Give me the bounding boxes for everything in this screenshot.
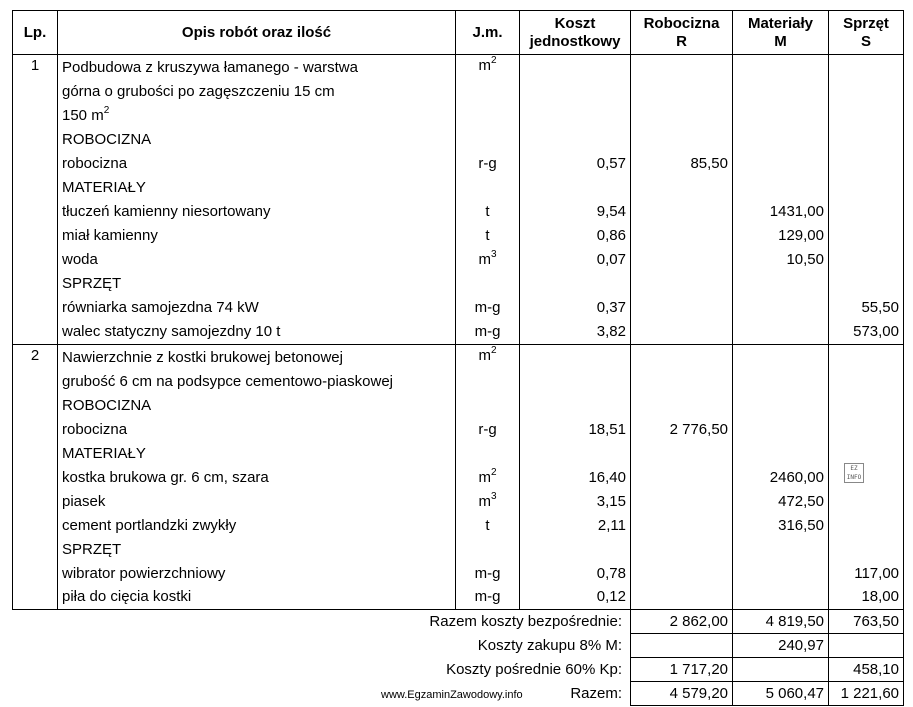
lp-cell [13, 514, 58, 538]
labour-cost [631, 562, 733, 586]
unit-text: r-g [478, 420, 497, 438]
item-unit [456, 200, 520, 224]
position-unit: $m^2$ [456, 344, 520, 394]
labour-cost [631, 320, 733, 344]
table-row [13, 224, 904, 248]
summary-row [13, 658, 904, 682]
summary-labour [631, 634, 733, 658]
lp-cell [13, 394, 58, 418]
lp-cell [13, 418, 58, 442]
equipment-cost [829, 490, 904, 514]
header-sprzet: Sprzęt S [829, 11, 904, 55]
unit-cost: 18,51 [520, 418, 631, 442]
labour-cost [631, 272, 733, 296]
header-koszt: Koszt jednostkowy [520, 11, 631, 55]
lp-cell [13, 562, 58, 586]
summary-label: Razem koszty bezpośrednie: [429, 612, 622, 630]
table-row [13, 466, 904, 490]
summary-material: 240,97 [733, 634, 829, 658]
material-cost: 10,50 [733, 248, 829, 272]
table-row [13, 490, 904, 514]
labour-cost [631, 248, 733, 272]
unit-cost: 0,57 [520, 152, 631, 176]
item-description: MATERIAŁY [58, 176, 456, 200]
labour-cost [631, 442, 733, 466]
material-cost [733, 272, 829, 296]
item-unit [456, 272, 520, 296]
table-row [13, 176, 904, 200]
summary-row [13, 610, 904, 634]
table-row [13, 128, 904, 152]
item-description: robocizna [58, 152, 456, 176]
summary-equipment: 763,50 [829, 610, 904, 634]
item-unit [456, 418, 520, 442]
lp-cell [13, 272, 58, 296]
summary-equipment: 458,10 [829, 658, 904, 682]
watermark: www.EgzaminZawodowy.info [381, 689, 523, 701]
item-unit [456, 442, 520, 466]
equipment-cost [829, 466, 904, 490]
unit-cost [520, 394, 631, 418]
item-description: wibrator powierzchniowy [58, 562, 456, 586]
material-cost [733, 128, 829, 152]
equipment-cost [829, 248, 904, 272]
labour-cost [631, 538, 733, 562]
lp-cell [13, 538, 58, 562]
table-row [13, 272, 904, 296]
unit-text: m [478, 251, 491, 268]
table-row [13, 586, 904, 610]
item-description: piła do cięcia kostki [58, 586, 456, 610]
item-unit [456, 248, 520, 272]
material-cost [733, 442, 829, 466]
unit-text: m [478, 492, 491, 510]
item-description: robocizna [58, 418, 456, 442]
equipment-cost [829, 176, 904, 200]
summary-equipment: 1 221,60 [829, 682, 904, 706]
lp-cell [13, 128, 58, 152]
material-cost: 472,50 [733, 490, 829, 514]
item-description: cement portlandzki zwykły [58, 514, 456, 538]
labour-cost [631, 586, 733, 610]
table-row [13, 394, 904, 418]
equipment-cost [829, 128, 904, 152]
item-unit [456, 514, 520, 538]
header-row [13, 11, 904, 55]
item-unit [456, 490, 520, 514]
labour-cost [631, 176, 733, 200]
labour-cost [631, 490, 733, 514]
unit-cost: 16,40 [520, 466, 631, 490]
material-cost [733, 562, 829, 586]
unit-cost: 0,86 [520, 224, 631, 248]
table-row [13, 418, 904, 442]
lp-cell [13, 466, 58, 490]
equipment-cost [829, 442, 904, 466]
item-unit [456, 176, 520, 200]
lp-cell [13, 224, 58, 248]
unit-text: t [485, 516, 490, 534]
unit-cost: 0,37 [520, 296, 631, 320]
unit-cost: 0,07 [520, 248, 631, 272]
unit-text: m-g [474, 564, 501, 582]
labour-cost [631, 296, 733, 320]
item-description: tłuczeń kamienny niesortowany [58, 200, 456, 224]
unit-text: t [485, 227, 490, 244]
header-lp: Lp. [13, 11, 58, 55]
item-unit [456, 394, 520, 418]
labour-cost [631, 514, 733, 538]
lp-cell [13, 320, 58, 344]
position-2 [13, 344, 904, 610]
unit-cost [520, 538, 631, 562]
summary-row [13, 634, 904, 658]
summary-label: Koszty pośrednie 60% Kp: [446, 660, 622, 678]
labour-cost [631, 224, 733, 248]
equipment-cost [829, 418, 904, 442]
item-description: ROBOCIZNA [58, 128, 456, 152]
summary-labour: 2 862,00 [631, 610, 733, 634]
equipment-cost: 573,00 [829, 320, 904, 344]
item-description: SPRZĘT [58, 272, 456, 296]
labour-cost [631, 200, 733, 224]
lp-cell [13, 176, 58, 200]
table-row [13, 296, 904, 320]
item-description: woda [58, 248, 456, 272]
item-description: kostka brukowa gr. 6 cm, szara [58, 466, 456, 490]
material-cost [733, 394, 829, 418]
unit-cost: 3,82 [520, 320, 631, 344]
item-description: równiarka samojezdna 74 kW [58, 296, 456, 320]
summary-equipment [829, 634, 904, 658]
item-unit [456, 128, 520, 152]
item-description: ROBOCIZNA [58, 394, 456, 418]
item-description: SPRZĘT [58, 538, 456, 562]
equipment-cost: 117,00 [829, 562, 904, 586]
labour-cost [631, 128, 733, 152]
summary-label: Koszty zakupu 8% M: [477, 636, 622, 654]
summary-label: Razem: [570, 684, 622, 702]
item-unit [456, 224, 520, 248]
table-row [13, 514, 904, 538]
summary-material: 4 819,50 [733, 610, 829, 634]
item-unit [456, 538, 520, 562]
unit-text: r-g [478, 155, 497, 172]
unit-text: m-g [474, 299, 501, 316]
material-cost [733, 176, 829, 200]
position-unit: $m^2$ [456, 55, 520, 129]
labour-cost: 2 776,50 [631, 418, 733, 442]
equipment-cost: 55,50 [829, 296, 904, 320]
material-cost [733, 538, 829, 562]
unit-text: t [485, 203, 490, 220]
material-cost: 129,00 [733, 224, 829, 248]
item-description: MATERIAŁY [58, 442, 456, 466]
item-description: piasek [58, 490, 456, 514]
table-row [13, 538, 904, 562]
equipment-cost [829, 224, 904, 248]
summary-material: 5 060,47 [733, 682, 829, 706]
item-unit [456, 152, 520, 176]
item-unit [456, 320, 520, 344]
position-1 [13, 55, 904, 345]
item-unit [456, 296, 520, 320]
table-row [13, 562, 904, 586]
equipment-cost [829, 152, 904, 176]
labour-cost [631, 394, 733, 418]
unit-text: m [478, 468, 491, 486]
labour-cost: 85,50 [631, 152, 733, 176]
cost-estimate-table [12, 10, 904, 706]
unit-cost [520, 442, 631, 466]
unit-exponent: 3 [490, 249, 497, 260]
equipment-cost [829, 394, 904, 418]
material-cost [733, 296, 829, 320]
header-jm: J.m. [456, 11, 520, 55]
position-description: Nawierzchnie z kostki brukowej betonowej grubość 6 cm na podsypce cementowo-piaskowej [58, 344, 456, 394]
material-cost [733, 586, 829, 610]
equipment-cost [829, 514, 904, 538]
table-row [13, 152, 904, 176]
unit-exponent: 2 [490, 466, 497, 478]
unit-cost: 2,11 [520, 514, 631, 538]
item-unit [456, 586, 520, 610]
item-description: miał kamienny [58, 224, 456, 248]
position-title-row [13, 55, 904, 129]
summary-material [733, 658, 829, 682]
unit-cost: 9,54 [520, 200, 631, 224]
material-cost: 1431,00 [733, 200, 829, 224]
unit-text: m-g [474, 322, 501, 340]
material-cost [733, 320, 829, 344]
lp-cell [13, 200, 58, 224]
item-unit [456, 562, 520, 586]
item-unit [456, 466, 520, 490]
info-stamp-icon: EZ INFO [844, 463, 864, 483]
table-row [13, 442, 904, 466]
header-materialy: Materiały M [733, 11, 829, 55]
lp-cell [13, 296, 58, 320]
unit-cost [520, 272, 631, 296]
material-cost [733, 152, 829, 176]
material-cost [733, 418, 829, 442]
equipment-cost [829, 272, 904, 296]
position-title-row [13, 344, 904, 394]
table-row [13, 320, 904, 344]
unit-cost [520, 128, 631, 152]
position-number: 2 [13, 344, 58, 394]
position-description: Podbudowa z kruszywa łamanego - warstwa górna o grubości po zagęszczeniu 15 cm 150 $m^2$ [58, 55, 456, 129]
unit-cost [520, 176, 631, 200]
unit-text: m-g [474, 588, 501, 606]
lp-cell [13, 152, 58, 176]
material-cost: 2460,00 [733, 466, 829, 490]
equipment-cost: 18,00 [829, 586, 904, 610]
table-row [13, 200, 904, 224]
unit-cost: 0,78 [520, 562, 631, 586]
lp-cell [13, 490, 58, 514]
table-row [13, 248, 904, 272]
position-number: 1 [13, 55, 58, 129]
unit-cost: 0,12 [520, 586, 631, 610]
lp-cell [13, 442, 58, 466]
lp-cell [13, 586, 58, 610]
unit-cost: 3,15 [520, 490, 631, 514]
summary-labour: 1 717,20 [631, 658, 733, 682]
header-opis: Opis robót oraz ilość [58, 11, 456, 55]
material-cost: 316,50 [733, 514, 829, 538]
header-robocizna: Robocizna R [631, 11, 733, 55]
summary-labour: 4 579,20 [631, 682, 733, 706]
equipment-cost [829, 200, 904, 224]
equipment-cost [829, 538, 904, 562]
lp-cell [13, 248, 58, 272]
unit-exponent: 3 [490, 490, 497, 502]
labour-cost [631, 466, 733, 490]
item-description: walec statyczny samojezdny 10 t [58, 320, 456, 344]
